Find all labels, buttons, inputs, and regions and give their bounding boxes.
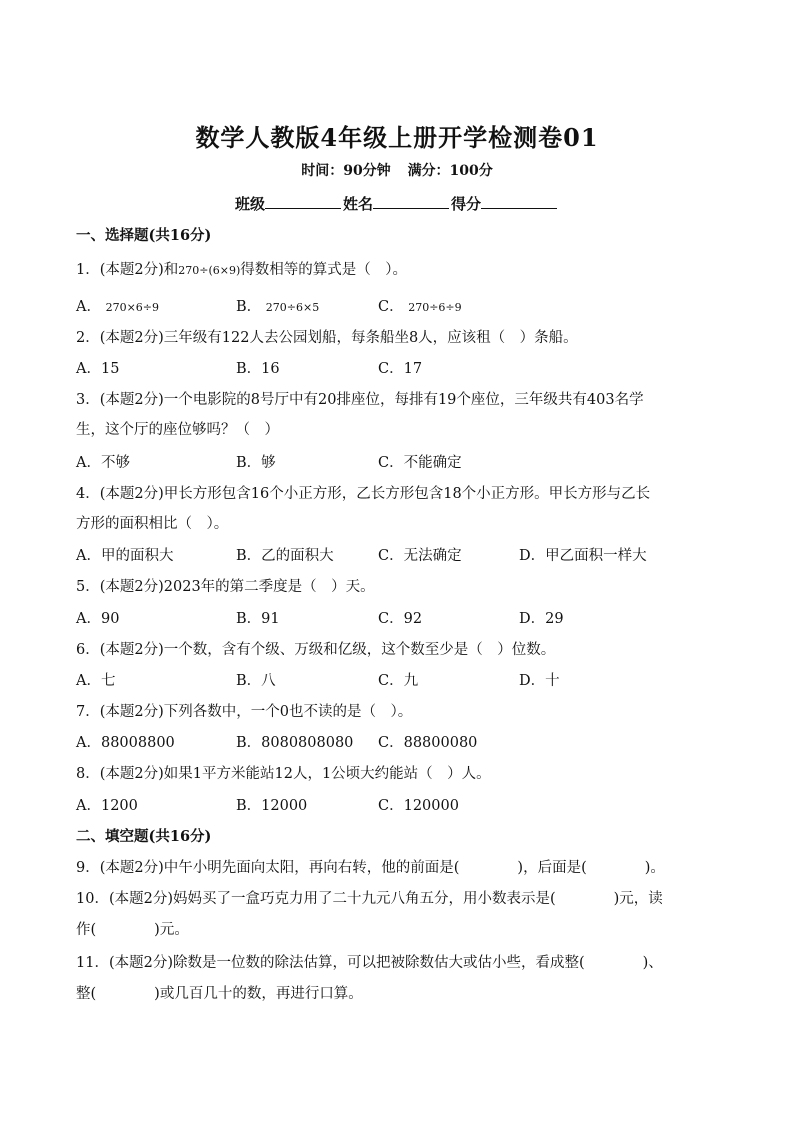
question-10-line-1: 10．(本题2分)妈妈买了一盒巧克力用了二十九元八角五分，用小数表示是( )元，读 [76,891,663,907]
q8-option-a[interactable]: A．1200 [76,798,138,814]
question-8: 8．(本题2分)如果1平方米能站12人，1公顷大约能站（ ）人。 [76,766,491,782]
name-label: 姓名 [342,195,373,213]
q1-option-c[interactable]: C． 270÷6÷9 [378,299,462,315]
name-blank[interactable] [373,194,449,209]
q4-option-b[interactable]: B．乙的面积大 [236,548,334,564]
q4-option-c[interactable]: C．无法确定 [378,548,462,564]
student-info [0,193,794,214]
full-score: 满分：100分 [407,163,493,179]
grade-label: 得分 [451,195,482,213]
q1-option-a[interactable]: A． 270×6÷9 [76,299,160,315]
section-heading-choice: 一、选择题(共16分) [76,227,212,244]
q3-option-a[interactable]: A．不够 [76,455,130,471]
q1-option-b[interactable]: B． 270÷6×5 [236,299,320,315]
question-1: 1．(本题2分)和270÷(6×9)得数相等的算式是（ ）。 [76,262,408,278]
question-5: 5．(本题2分)2023年的第二季度是（ ）天。 [76,579,375,595]
q5-option-c[interactable]: C．92 [378,611,423,627]
q2-option-a[interactable]: A．15 [76,361,120,377]
q7-option-a[interactable]: A．88008800 [76,735,175,751]
q6-option-c[interactable]: C．九 [378,673,419,689]
q2-option-c[interactable]: C．17 [378,361,423,377]
q5-option-d[interactable]: D．29 [519,611,564,627]
q5-option-a[interactable]: A．90 [76,611,120,627]
section-heading-fill: 二、填空题(共16分) [76,828,212,845]
q7-option-b[interactable]: B．8080808080 [236,735,354,751]
question-3-line-1: 3．(本题2分)一个电影院的8号厅中有20排座位，每排有19个座位，三年级共有403名学 [76,392,644,408]
q4-option-a[interactable]: A．甲的面积大 [76,548,174,564]
page-title: 数学人教版4年级上册开学检测卷01 [195,123,599,152]
q1-expression: 270÷(6×9) [178,264,241,277]
q8-option-c[interactable]: C．120000 [378,798,459,814]
question-6: 6．(本题2分)一个数，含有个级、万级和亿级，这个数至少是（ ）位数。 [76,642,556,658]
question-11-line-2: 整( )或几百几十的数，再进行口算。 [76,986,363,1002]
question-7: 7．(本题2分)下列各数中，一个0也不读的是（ ）。 [76,704,413,720]
q6-option-b[interactable]: B．八 [236,673,276,689]
question-2: 2．(本题2分)三年级有122人去公园划船，每条船坐8人，应该租（ ）条船。 [76,330,578,346]
question-3-line-2: 生，这个厅的座位够吗？（ ） [76,422,279,438]
q6-option-a[interactable]: A．七 [76,673,116,689]
exam-meta [0,160,794,180]
q6-option-d[interactable]: D．十 [519,673,560,689]
grade-blank[interactable] [481,194,557,209]
q8-option-b[interactable]: B．12000 [236,798,308,814]
question-9: 9．(本题2分)中午小明先面向太阳，再向右转，他的前面是( )，后面是( )。 [76,860,665,876]
question-10-line-2: 作( )元。 [76,922,189,938]
time-limit: 时间：90分钟 [301,163,391,179]
q2-option-b[interactable]: B．16 [236,361,280,377]
q5-option-b[interactable]: B．91 [236,611,280,627]
q4-option-d[interactable]: D．甲乙面积一样大 [519,548,647,564]
question-4-line-2: 方形的面积相比（ ）。 [76,516,229,532]
class-label: 班级 [234,195,265,213]
question-11-line-1: 11．(本题2分)除数是一位数的除法估算，可以把被除数估大或估小些，看成整( )、 [76,955,663,971]
question-4-line-1: 4．(本题2分)甲长方形包含16个小正方形，乙长方形包含18个小正方形。甲长方形与乙长 [76,486,651,502]
q7-option-c[interactable]: C．88800080 [378,735,478,751]
q3-option-b[interactable]: B．够 [236,455,276,471]
class-blank[interactable] [265,194,341,209]
q3-option-c[interactable]: C．不能确定 [378,455,462,471]
